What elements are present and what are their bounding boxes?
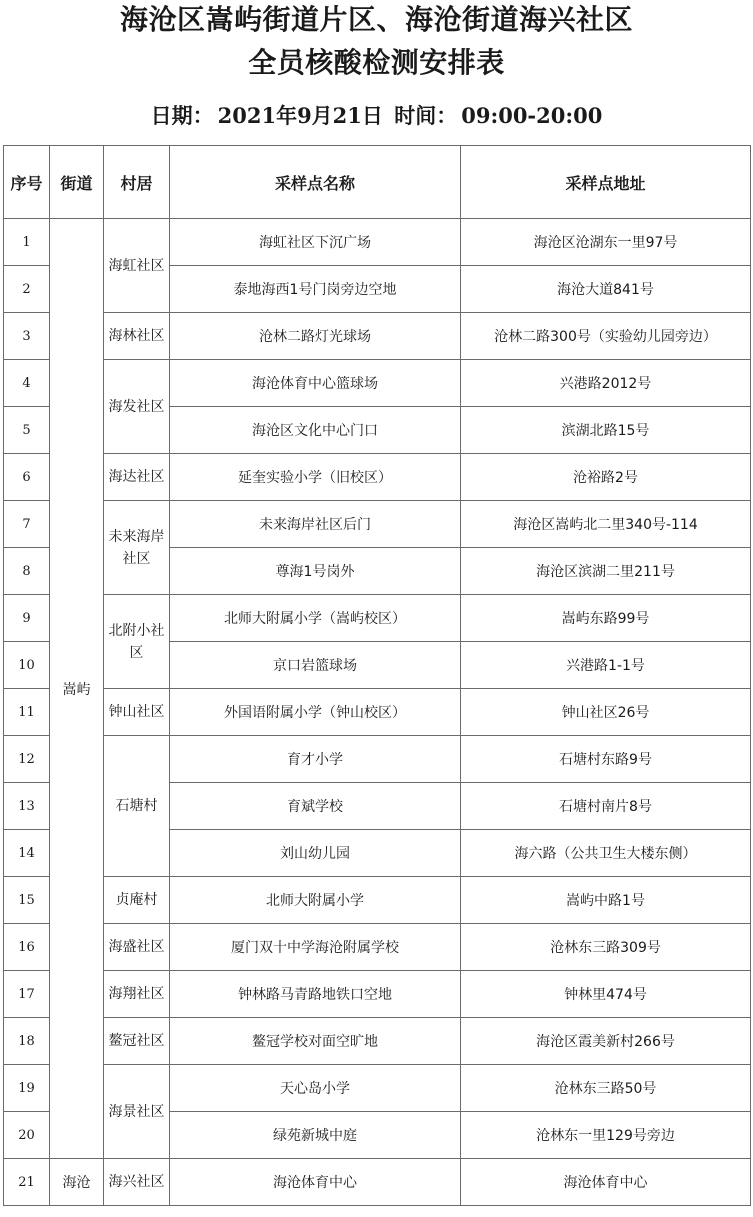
community-cell: 海翔社区: [104, 971, 170, 1018]
site-address: 沧林东三路50号: [461, 1065, 751, 1112]
community-cell: 海虹社区: [104, 219, 170, 313]
community-cell: 海景社区: [104, 1065, 170, 1159]
row-number: 12: [4, 736, 50, 783]
community-cell: 海达社区: [104, 454, 170, 501]
site-name: 未来海岸社区后门: [170, 501, 461, 548]
row-number: 2: [4, 266, 50, 313]
row-number: 18: [4, 1018, 50, 1065]
site-address: 石塘村南片8号: [461, 783, 751, 830]
site-name: 海沧区文化中心门口: [170, 407, 461, 454]
table-row: [4, 501, 751, 548]
site-address: 沧林东一里129号旁边: [461, 1112, 751, 1159]
site-address: 石塘村东路9号: [461, 736, 751, 783]
site-name: 延奎实验小学（旧校区）: [170, 454, 461, 501]
community-cell: 海盛社区: [104, 924, 170, 971]
site-address: 海六路（公共卫生大楼东侧）: [461, 830, 751, 877]
row-number: 19: [4, 1065, 50, 1112]
header-site-address: 采样点地址: [461, 146, 751, 219]
row-number: 15: [4, 877, 50, 924]
site-name: 绿苑新城中庭: [170, 1112, 461, 1159]
site-address: 海沧区滨湖二里211号: [461, 548, 751, 595]
table-row: [4, 689, 751, 736]
community-cell: 石塘村: [104, 736, 170, 877]
site-address: 兴港路2012号: [461, 360, 751, 407]
site-name: 泰地海西1号门岗旁边空地: [170, 266, 461, 313]
table-row: [4, 971, 751, 1018]
table-row: [4, 219, 751, 266]
street-cell: 海沧: [50, 1159, 104, 1206]
table-row: [4, 595, 751, 642]
time-label: 时间：: [394, 103, 458, 128]
site-address: 钟山社区26号: [461, 689, 751, 736]
site-name: 天心岛小学: [170, 1065, 461, 1112]
row-number: 21: [4, 1159, 50, 1206]
row-number: 13: [4, 783, 50, 830]
site-name: 钟林路马青路地铁口空地: [170, 971, 461, 1018]
row-number: 4: [4, 360, 50, 407]
header-community: 村居: [104, 146, 170, 219]
site-name: 海沧体育中心篮球场: [170, 360, 461, 407]
row-number: 1: [4, 219, 50, 266]
header-no: 序号: [4, 146, 50, 219]
site-address: 海沧区沧湖东一里97号: [461, 219, 751, 266]
table-row: [4, 736, 751, 783]
header-row: [4, 146, 751, 219]
site-address: 兴港路1-1号: [461, 642, 751, 689]
site-address: 钟林里474号: [461, 971, 751, 1018]
date-value: 2021年9月21日: [217, 103, 383, 128]
community-cell: 海兴社区: [104, 1159, 170, 1206]
date-label: 日期：: [150, 103, 214, 128]
row-number: 16: [4, 924, 50, 971]
table-row: [4, 454, 751, 501]
community-cell: 北附小社区: [104, 595, 170, 689]
site-address: 嵩屿东路99号: [461, 595, 751, 642]
community-cell: 贞庵村: [104, 877, 170, 924]
row-number: 20: [4, 1112, 50, 1159]
site-address: 沧林东三路309号: [461, 924, 751, 971]
table-row: [4, 877, 751, 924]
site-name: 京口岩篮球场: [170, 642, 461, 689]
site-name: 北师大附属小学: [170, 877, 461, 924]
schedule-table: [3, 145, 751, 1206]
site-address: 海沧区霞美新村266号: [461, 1018, 751, 1065]
table-row: [4, 1065, 751, 1112]
street-cell: 嵩屿: [50, 219, 104, 1159]
community-cell: 海发社区: [104, 360, 170, 454]
table-row: [4, 924, 751, 971]
site-name: 沧林二路灯光球场: [170, 313, 461, 360]
site-address: 海沧体育中心: [461, 1159, 751, 1206]
community-cell: 海林社区: [104, 313, 170, 360]
site-address: 滨湖北路15号: [461, 407, 751, 454]
site-name: 外国语附属小学（钟山校区）: [170, 689, 461, 736]
community-cell: 钟山社区: [104, 689, 170, 736]
table-row: [4, 1018, 751, 1065]
row-number: 7: [4, 501, 50, 548]
site-name: 育斌学校: [170, 783, 461, 830]
table-row: [4, 1159, 751, 1206]
community-cell: 鳌冠社区: [104, 1018, 170, 1065]
site-name: 刘山幼儿园: [170, 830, 461, 877]
row-number: 8: [4, 548, 50, 595]
date-time-line: [0, 100, 753, 132]
site-name: 厦门双十中学海沧附属学校: [170, 924, 461, 971]
site-name: 育才小学: [170, 736, 461, 783]
site-name: 北师大附属小学（嵩屿校区）: [170, 595, 461, 642]
row-number: 3: [4, 313, 50, 360]
table-row: [4, 313, 751, 360]
site-address: 海沧大道841号: [461, 266, 751, 313]
row-number: 9: [4, 595, 50, 642]
header-street: 街道: [50, 146, 104, 219]
page-title-line-2: 全员核酸检测安排表: [248, 46, 505, 79]
site-address: 沧林二路300号（实验幼儿园旁边）: [461, 313, 751, 360]
site-name: 海虹社区下沉广场: [170, 219, 461, 266]
row-number: 14: [4, 830, 50, 877]
page-title-line-1: 海沧区嵩屿街道片区、海沧街道海兴社区: [119, 3, 633, 36]
community-cell: 未来海岸社区: [104, 501, 170, 595]
site-address: 沧裕路2号: [461, 454, 751, 501]
row-number: 11: [4, 689, 50, 736]
table-row: [4, 360, 751, 407]
site-address: 嵩屿中路1号: [461, 877, 751, 924]
row-number: 6: [4, 454, 50, 501]
row-number: 17: [4, 971, 50, 1018]
row-number: 5: [4, 407, 50, 454]
row-number: 10: [4, 642, 50, 689]
site-name: 尊海1号岗外: [170, 548, 461, 595]
site-name: 海沧体育中心: [170, 1159, 461, 1206]
site-address: 海沧区嵩屿北二里340号-114: [461, 501, 751, 548]
site-name: 鳌冠学校对面空旷地: [170, 1018, 461, 1065]
time-value: 09:00-20:00: [461, 103, 603, 128]
header-site-name: 采样点名称: [170, 146, 461, 219]
